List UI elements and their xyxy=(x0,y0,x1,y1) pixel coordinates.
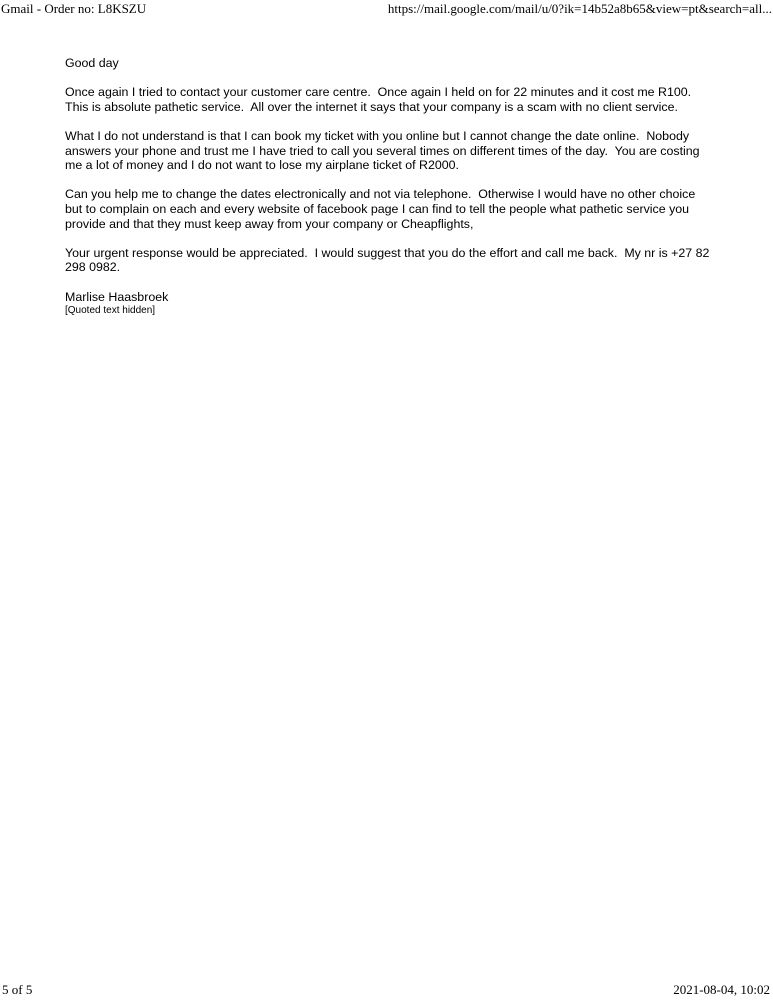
email-paragraph: Once again I tried to contact your customer care centre. Once again I held on for 22 minutes and it cost me R100. This is absolute pathetic service. All over the internet it says that your company is a scam with no client service. xyxy=(65,85,695,114)
quoted-text-hidden-notice: [Quoted text hidden] xyxy=(65,305,156,317)
print-header-title: Gmail - Order no: L8KSZU xyxy=(1,1,147,16)
print-footer-timestamp: 2021-08-04, 10:02 xyxy=(673,982,770,997)
print-footer-page-number: 5 of 5 xyxy=(2,982,33,997)
email-paragraph: Your urgent response would be appreciated. I would suggest that you do the effort and call me back. My nr is +27 82 298 0982. xyxy=(65,245,713,275)
email-paragraph: What I do not understand is that I can book my ticket with you online but I cannot change the date online. Nobody answers your phone and trust me I have tried to call you several times on different times of the day. You are costing me a lot of money and I do not want to lose my airplane ticket of R2000. xyxy=(65,128,704,173)
email-body xyxy=(65,56,711,317)
email-greeting: Good day xyxy=(65,56,119,70)
print-footer xyxy=(2,982,770,997)
print-header-url: https://mail.google.com/mail/u/0?ik=14b52a8b65&view=pt&search=all... xyxy=(387,1,772,16)
print-header xyxy=(1,1,772,16)
email-paragraph: Can you help me to change the dates electronically and not via telephone. Otherwise I would have no other choice but to complain on each and every website of facebook page I can find to tell the people what pathetic service you provide and that they must keep away from your company or Cheapflights, xyxy=(65,187,699,231)
email-signature: Marlise Haasbroek xyxy=(65,289,169,304)
